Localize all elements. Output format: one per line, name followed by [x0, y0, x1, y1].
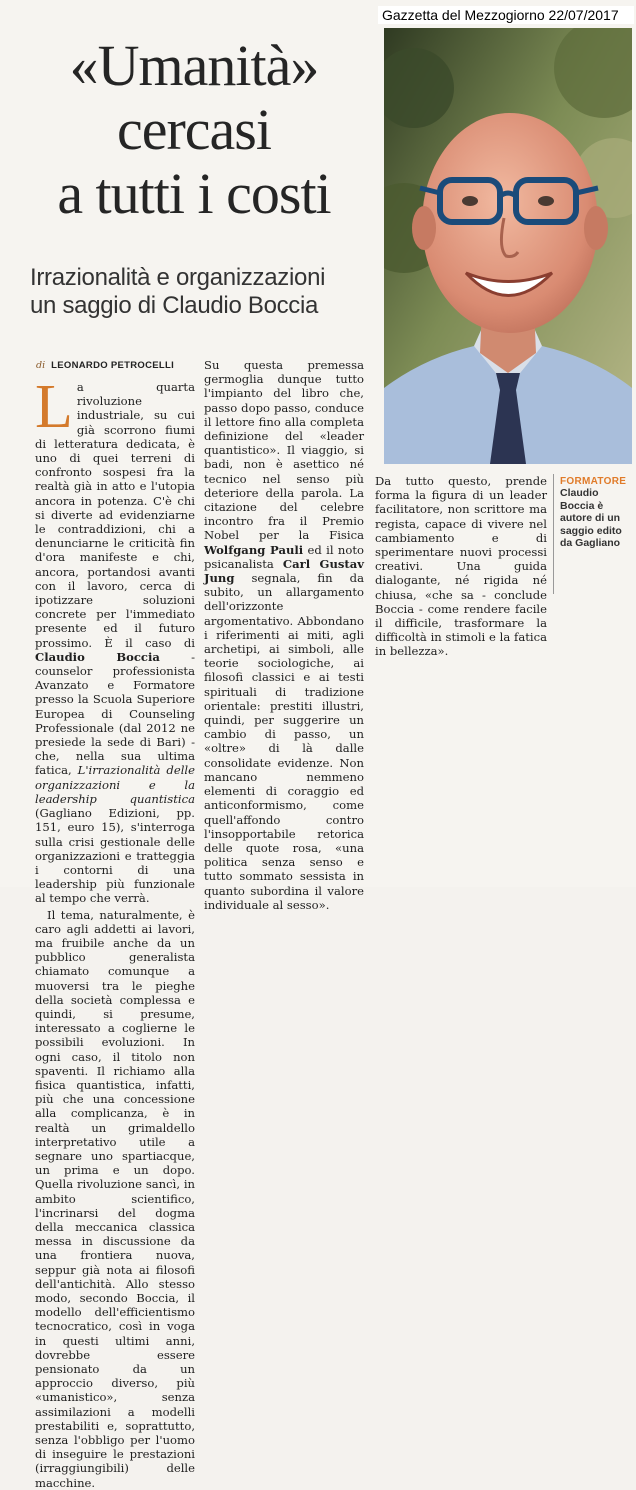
person-name: Carl Gustav Jung: [204, 556, 364, 586]
headline-line: cercasi: [117, 97, 271, 162]
headline-line: a tutti i costi: [57, 161, 331, 226]
subheadline-line: un saggio di Claudio Boccia: [30, 292, 319, 319]
article-column-1: [35, 373, 195, 1490]
byline: [36, 360, 226, 371]
caption-title: FORMATORE: [560, 476, 627, 487]
article-paragraph: Il tema, naturalmente, è caro agli addetti ai lavori, ma fruibile anche da un pubblico generalista chiamato comunque a muoversi tra le pieghe della società complessa e quindi, si presume, interessato a coglierne le possibili evoluzioni. In ogni caso, il titolo non spaventi. Il richiamo alla fisica quantistica, infatti, più che una concessione alla complicanza, è in realtà un grimaldello interpretativo utile a segnare uno spartiacque, un prima e un dopo. Quella rivoluzione sancì, in ambito scientifico, l'incrinarsi del dogma della meccanica classica messa in discussione da una frontiera nuova, seppur già nota ai filosofi dell'antichità. Allo stesso modo, secondo Boccia, il modello dell'efficientismo tecnocratico, così in voga in questi ultimi anni, dovrebbe essere pensionato da un approccio diverso, più «umanistico», senza assimilazioni a modelli prestabiliti e, soprattutto, senza l'obbligo per l'uomo di inseguire le prestazioni (irraggiungibili) delle macchine.: [35, 907, 195, 1490]
text-run: (Gagliano Edizioni, pp. 151, euro 15), s'interroga sulla crisi gestionale delle organizzazioni e tratteggia i contorni di una leadership più funzionale al tempo che verrà.: [35, 806, 195, 906]
caption-divider: [553, 474, 554, 594]
byline-prefix: di: [36, 360, 46, 371]
article-paragraph: Da tutto questo, prende forma la figura di un leader facilitatore, non scrittore ma regista, capace di vivere nel cambiamento e di sperimentare nuovi processi creativi. Una guida dialogante, né rigida né chiusa, «che sa - conclude Boccia - come rendere facile il difficile, trasformare la difficoltà in stimoli e la fatica in bellezza».: [375, 474, 547, 659]
portrait-image: [384, 28, 632, 464]
dropcap: L: [35, 373, 73, 441]
headline: [14, 34, 374, 226]
article-column-2: [204, 358, 364, 912]
subheadline-line: Irrazionalità e organizzazioni: [30, 264, 326, 291]
headline-line: «Umanità»: [69, 33, 319, 98]
photo-caption: [560, 476, 632, 550]
source-label: Gazzetta del Mezzogiorno 22/07/2017: [378, 6, 634, 24]
article-column-3: [375, 474, 547, 659]
text-run: segnala, fin da subito, un allargamento dell'orizzonte argomentativo. Abbondano i riferimenti ai miti, agli archetipi, ai simboli, alle teorie sociologiche, ai filosofi classici e ai testi spirituali di tradizione orientale: prestiti illustri, quindi, per suggerire un cambio di passo, un «oltre» di là dalle consolidate evidenze. Non mancano nemmeno elementi di coraggio ed anticonformismo, come quell'affondo contro l'insopportabile retorica delle quote rosa, «una politica senza senso e tutto sommato sessista in quanto subordina il valore individuale al sesso».: [204, 571, 364, 912]
article-paragraph: [35, 373, 195, 906]
person-name: Wolfgang Pauli: [204, 542, 304, 557]
text-run: ed il noto psicanalista: [204, 542, 365, 571]
text-run: - counselor professionista Avanzato e Formatore presso la Scuola Superiore Europea di Counseling Professionale (dal 2012 ne presiede la sede di Bari) - che, nella sua ultima fatica,: [35, 649, 195, 778]
byline-author: LEONARDO PETROCELLI: [51, 360, 175, 371]
person-name: Claudio Boccia: [35, 649, 160, 664]
book-title: L'irrazionalità delle organizzazioni e la leadership quantistica: [35, 763, 195, 806]
text-run: a quarta rivoluzione industriale, su cui già scorrono fiumi di letteratura dedicata, è uno di quei terreni di confronto sospesi fra la realtà già in atto e l'utopia ancora in potenza. C'è chi si diverte ad evidenziarne le contraddizioni, chi a denunciarne le criticità fin d'ora manifeste e chi, ancora, portandosi avanti con il lavoro, cerca di ipotizzare soluzioni concrete per l'immediato presente ed il futuro prossimo. È il caso di: [35, 380, 195, 650]
subheadline: [30, 264, 370, 320]
text-run: Su questa premessa germoglia dunque tutto l'impianto del libro che, passo dopo passo, conduce il lettore fino alla completa definizione del «leader quantistico». Il viaggio, si badi, non è asettico né tecnico nel senso più deteriore della parola. La citazione del celebre incontro fra il Premio Nobel per la Fisica: [204, 358, 364, 543]
portrait-photo: [384, 28, 632, 464]
article-paragraph: [204, 358, 364, 912]
caption-text: Claudio Boccia è autore di un saggio edito da Gagliano: [560, 487, 622, 549]
